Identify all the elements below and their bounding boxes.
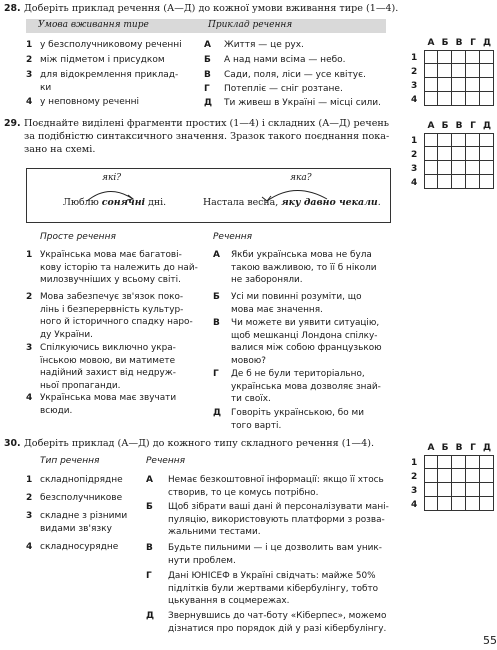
q30-sentence-line: цькування в соцмережах. — [168, 596, 290, 607]
q29-simple-line: кову історію та належить до най- — [40, 262, 198, 273]
q29-simple-line: милозвучніших у всьому світі. — [40, 275, 181, 286]
answer-cell[interactable] — [480, 78, 494, 92]
q29-simple-line: ньої пропаганди. — [40, 380, 121, 391]
answer-cell[interactable] — [438, 483, 452, 497]
q29-complex-line: валися між собою французькою — [231, 343, 382, 354]
grid-col-header: Г — [470, 443, 476, 453]
answer-cell[interactable] — [466, 455, 480, 469]
q28-text: Доберіть приклад речення (А—Д) до кожної умови вживання тире (1—4). — [24, 3, 399, 14]
answer-cell[interactable] — [438, 161, 452, 175]
answer-cell[interactable] — [452, 92, 466, 106]
grid-row-header: 4 — [411, 178, 418, 188]
q30-sentence-line: Щоб зібрати ваші дані й персоналізувати мані- — [168, 502, 389, 512]
q30-sentence-line: дізнатися про порядок дій у разі кібербулінгу. — [168, 623, 387, 634]
q29-simple-num: 4 — [26, 393, 33, 403]
answer-cell[interactable] — [466, 92, 480, 106]
grid-col-header: Д — [482, 121, 491, 131]
grid-col-header: А — [427, 38, 435, 48]
q30-sentence-line: Немає безкоштовної інформації: якщо її хтось — [168, 475, 384, 485]
answer-cell[interactable] — [424, 455, 438, 469]
q29-complex-letter: Д — [213, 408, 222, 418]
grid-col-header: А — [427, 443, 435, 453]
answer-cell[interactable] — [480, 147, 494, 161]
q29-complex-line: щоб мешканці Лондона спілку- — [231, 330, 378, 341]
q29-complex-line: Де б не були територіально, — [231, 369, 365, 379]
q28-col1-head: Умова вживання тире — [38, 20, 149, 30]
q29-complex-line: Усі ми повинні розуміти, що — [231, 292, 362, 302]
answer-cell[interactable] — [480, 497, 494, 511]
grid-col-header: Д — [482, 38, 491, 48]
grid-row-header: 3 — [411, 164, 418, 174]
schema-left-question: які? — [102, 173, 122, 183]
schema-right-question: яка? — [290, 173, 312, 183]
q29-simple-line: лінь і безперервність культур- — [40, 304, 184, 315]
q29-col2-head: Речення — [213, 232, 253, 242]
q30-col1-head: Тип речення — [40, 456, 100, 466]
answer-cell[interactable] — [424, 133, 438, 147]
q28-cond-text: у безсполучниковому реченні — [40, 40, 182, 50]
q30-col2-head: Речення — [146, 456, 186, 466]
q28-ex-text: Життя — це рух. — [224, 40, 304, 50]
q28-ex-text: Ти живеш в Україні — місці сили. — [224, 98, 382, 108]
grid-col-header: В — [455, 38, 463, 48]
q28-cond-text-cont: ки — [40, 83, 52, 93]
q30-sentence-line: пуляцію, використовують платформи з розва- — [168, 514, 385, 525]
q30-type-line: складнопідрядне — [40, 475, 123, 485]
answer-cell[interactable] — [452, 78, 466, 92]
q30-sentence-letter: Г — [146, 571, 152, 581]
q30-type-line: видами зв'язку — [40, 523, 112, 534]
answer-cell[interactable] — [424, 50, 438, 64]
q29-complex-line: того варті. — [231, 420, 282, 431]
q30-type-num: 3 — [26, 511, 33, 521]
answer-cell[interactable] — [438, 497, 452, 511]
answer-cell[interactable] — [424, 469, 438, 483]
answer-cell[interactable] — [424, 161, 438, 175]
answer-cell[interactable] — [466, 497, 480, 511]
grid-col-header: Б — [441, 443, 449, 453]
q29-simple-line: Спілкуючись виключно укра- — [40, 343, 176, 353]
answer-cell[interactable] — [466, 161, 480, 175]
answer-cell[interactable] — [424, 147, 438, 161]
answer-cell[interactable] — [466, 469, 480, 483]
grid-row-header: 2 — [411, 472, 418, 482]
answer-cell[interactable] — [424, 92, 438, 106]
q29-simple-line: надійний захист від недруж- — [40, 368, 176, 379]
grid-row-header: 1 — [411, 53, 418, 63]
q29-complex-line: мова має значення. — [231, 304, 323, 315]
q29-complex-letter: В — [213, 318, 220, 328]
grid-col-header: Б — [441, 38, 449, 48]
q30-sentence-letter: А — [146, 475, 153, 485]
schema-right-bold: яку давно чекали — [281, 197, 378, 208]
grid-row-header: 1 — [411, 136, 418, 146]
grid-row-header: 3 — [411, 486, 418, 496]
q30-type-line: безсполучникове — [40, 493, 123, 503]
q30-sentence-letter: Б — [146, 502, 153, 512]
answer-cell[interactable] — [466, 147, 480, 161]
schema-arrows — [27, 169, 390, 222]
q30-sentence-letter: В — [146, 543, 153, 553]
answer-cell[interactable] — [480, 64, 494, 78]
q29-number: 29. — [4, 118, 21, 129]
q28-header-bar — [26, 19, 386, 33]
answer-cell[interactable] — [466, 133, 480, 147]
answer-cell[interactable] — [438, 92, 452, 106]
q28-cond-text: для відокремлення приклад- — [40, 70, 179, 80]
grid-col-header: В — [455, 121, 463, 131]
answer-cell[interactable] — [438, 455, 452, 469]
grid-row-header: 4 — [411, 95, 418, 105]
schema-right-plain: Настала весна, — [203, 197, 282, 208]
answer-cell[interactable] — [480, 469, 494, 483]
q30-sentence-line: створив, то це комусь потрібно. — [168, 487, 319, 498]
q29-line1: Поєднайте виділені фрагменти простих (1—4) і складних (А—Д) речень — [24, 118, 389, 129]
q29-complex-line: українська мова дозволяє знай- — [231, 381, 381, 392]
q29-line2: за подібністю синтаксичного значення. Зразок такого поєднання пока- — [24, 131, 390, 142]
answer-cell[interactable] — [452, 64, 466, 78]
grid-col-header: В — [455, 443, 463, 453]
q30-type-line: складносурядне — [40, 542, 119, 552]
answer-cell[interactable] — [466, 483, 480, 497]
q28-cond-text: між підметом і присудком — [40, 55, 165, 65]
schema-left-bold: сонячні — [101, 197, 146, 208]
q30-sentence-line: Дані ЮНІСЕФ в Україні свідчать: майже 50% — [168, 571, 376, 581]
q28-cond-num: 4 — [26, 97, 33, 107]
q29-col1-head: Просте речення — [40, 232, 116, 242]
q30-type-num: 2 — [26, 493, 33, 503]
grid-col-header: Г — [470, 38, 476, 48]
q30-sentence-letter: Д — [146, 611, 155, 621]
q29-complex-line: мовою? — [231, 355, 266, 366]
q29-answer-grid[interactable] — [411, 121, 495, 211]
q28-number: 28. — [4, 3, 21, 14]
q29-simple-line: ного й історичного спадку наро- — [40, 317, 193, 328]
answer-cell[interactable] — [452, 147, 466, 161]
q28-ex-text: Сади, поля, ліси — усе квітує. — [224, 70, 366, 80]
q30-sentence-line: Звернувшись до чат-боту «Кіберпес», можемо — [168, 611, 387, 621]
q29-simple-num: 3 — [26, 343, 33, 353]
grid-row-header: 1 — [411, 458, 418, 468]
answer-cell[interactable] — [424, 483, 438, 497]
schema-left-end: дні. — [145, 197, 167, 208]
q28-ex-letter: В — [204, 70, 211, 80]
answer-cell[interactable] — [438, 50, 452, 64]
q28-ex-letter: Г — [204, 84, 210, 94]
answer-cell[interactable] — [480, 455, 494, 469]
answer-cell[interactable] — [452, 483, 466, 497]
q30-sentence-line: нути проблем. — [168, 555, 236, 566]
answer-cell[interactable] — [424, 78, 438, 92]
answer-cell[interactable] — [452, 50, 466, 64]
answer-cell[interactable] — [480, 92, 494, 106]
schema-left-plain: Люблю — [63, 197, 102, 208]
q29-simple-line: Українська мова має звучати — [40, 393, 177, 403]
q30-type-num: 1 — [26, 475, 33, 485]
q28-cond-num: 2 — [26, 55, 33, 65]
answer-cell[interactable] — [452, 469, 466, 483]
answer-cell[interactable] — [480, 133, 494, 147]
q29-simple-line: ду України. — [40, 329, 93, 340]
q28-ex-letter: Д — [204, 98, 213, 108]
q29-complex-letter: А — [213, 250, 220, 260]
answer-cell[interactable] — [480, 175, 494, 189]
q29-complex-line: ти своїх. — [231, 394, 271, 405]
answer-cell[interactable] — [466, 50, 480, 64]
q30-type-num: 4 — [26, 542, 33, 552]
q29-complex-line: не забороняли. — [231, 275, 303, 286]
q30-type-line: складне з різними — [40, 511, 128, 521]
answer-cell[interactable] — [452, 497, 466, 511]
grid-col-header: Г — [470, 121, 476, 131]
answer-cell[interactable] — [424, 175, 438, 189]
q28-ex-text: А над нами всіма — небо. — [224, 55, 346, 65]
grid-cells — [424, 50, 494, 106]
q29-complex-line: такою важливою, то її б ніколи — [231, 262, 377, 273]
q29-simple-num: 1 — [26, 250, 33, 260]
q29-complex-line: Чи можете ви уявити ситуацію, — [231, 318, 380, 328]
schema-right-sentence — [203, 197, 381, 209]
answer-cell[interactable] — [480, 161, 494, 175]
q29-simple-line: всюди. — [40, 405, 73, 416]
schema-right-end: . — [377, 197, 381, 208]
answer-cell[interactable] — [452, 161, 466, 175]
q29-simple-line: Мова забезпечує зв'язок поко- — [40, 292, 184, 302]
answer-cell[interactable] — [466, 78, 480, 92]
q30-sentence-line: підлітків були жертвами кібербулінгу, тобто — [168, 583, 379, 594]
q28-ex-text: Потепліє — сніг розтане. — [224, 84, 343, 94]
schema-left-sentence — [63, 197, 166, 209]
answer-cell[interactable] — [438, 133, 452, 147]
answer-cell[interactable] — [466, 175, 480, 189]
q30-sentence-line: Будьте пильними — і це дозволить вам уник- — [168, 543, 382, 553]
q28-ex-letter: А — [204, 40, 211, 50]
grid-row-header: 2 — [411, 150, 418, 160]
grid-col-header: Д — [482, 443, 491, 453]
q29-complex-letter: Б — [213, 292, 220, 302]
grid-cells — [424, 133, 494, 189]
answer-cell[interactable] — [466, 64, 480, 78]
q28-answer-grid[interactable] — [411, 38, 495, 128]
answer-cell[interactable] — [452, 133, 466, 147]
answer-cell[interactable] — [424, 497, 438, 511]
q29-schema-box — [26, 168, 391, 223]
grid-cells — [424, 455, 494, 511]
q29-complex-letter: Г — [213, 369, 219, 379]
grid-col-header: А — [427, 121, 435, 131]
grid-row-header: 4 — [411, 500, 418, 510]
q29-simple-num: 2 — [26, 292, 33, 302]
q28-col2-head: Приклад речення — [208, 20, 293, 30]
q29-simple-line: Українська мова має багатові- — [40, 250, 182, 260]
q30-number: 30. — [4, 438, 21, 449]
q30-text: Доберіть приклад (А—Д) до кожного типу складного речення (1—4). — [24, 438, 375, 449]
q29-complex-line: Якби українська мова не була — [231, 250, 372, 260]
q28-cond-text: у неповному реченні — [40, 97, 140, 107]
answer-cell[interactable] — [438, 469, 452, 483]
q29-simple-line: їнською мовою, ви матимете — [40, 355, 176, 366]
q29-complex-line: Говоріть українською, бо ми — [231, 408, 364, 418]
answer-cell[interactable] — [438, 175, 452, 189]
grid-row-header: 2 — [411, 67, 418, 77]
q29-line3: зано на схемі. — [24, 144, 96, 155]
answer-cell[interactable] — [452, 455, 466, 469]
q30-sentence-line: жальними тестами. — [168, 527, 261, 538]
q28-cond-num: 1 — [26, 40, 33, 50]
q30-answer-grid[interactable] — [411, 443, 495, 533]
answer-cell[interactable] — [452, 175, 466, 189]
answer-cell[interactable] — [424, 64, 438, 78]
answer-cell[interactable] — [438, 78, 452, 92]
answer-cell[interactable] — [480, 483, 494, 497]
answer-cell[interactable] — [438, 147, 452, 161]
grid-row-header: 3 — [411, 81, 418, 91]
q28-ex-letter: Б — [204, 55, 211, 65]
answer-cell[interactable] — [480, 50, 494, 64]
grid-col-header: Б — [441, 121, 449, 131]
page-number: 55 — [483, 634, 497, 647]
q28-cond-num: 3 — [26, 70, 33, 80]
answer-cell[interactable] — [438, 64, 452, 78]
